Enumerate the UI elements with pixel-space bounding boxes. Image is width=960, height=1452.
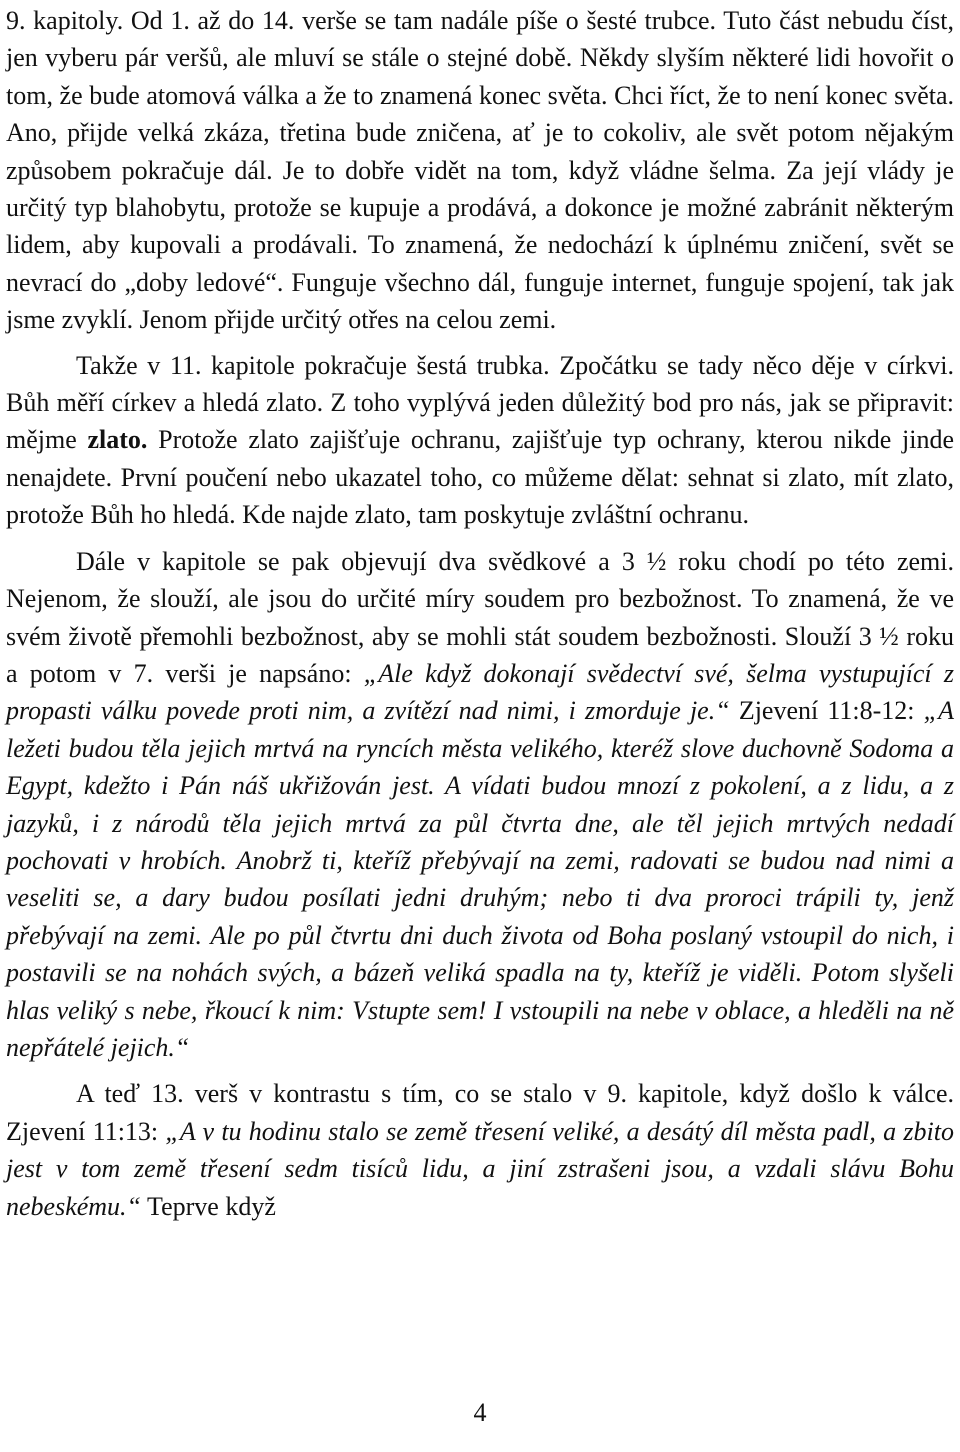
paragraph-3-text-a: Dále v kapitole se pak objevují dva svědkové a 3 ½ roku chodí po této zemi. Nejenom, že slouží, ale jsou do určité míry soudem pro bezbožnost. To znamená, že ve svém životě přemohli bezbožnost, aby se mohli stát soudem bezbožnosti. Slouží 3 ½ roku a potom v 7. verši je napsáno: xyxy=(6,546,954,688)
paragraph-2-text-b: Protože zlato zajišťuje ochranu, zajišťuje typ ochrany, kterou nikde jinde nenajdete. První poučení nebo ukazatel toho, co můžeme dělat: sehnat si zlato, mít zlato, protože Bůh ho hledá. Kde najde zlato, tam poskytuje zvláštní ochranu. xyxy=(6,425,954,530)
paragraph-2-text-a: Takže v 11. kapitole pokračuje šestá trubka. Zpočátku se tady něco děje v církvi. Bůh měří církev a hledá zlato. Z toho vyplývá jeden důležitý bod pro nás, jak se připravit: mějme xyxy=(6,350,954,455)
paragraph-4-text-b: Teprve když xyxy=(141,1191,276,1221)
paragraph-4-text-a: A teď 13. verš v kontrastu s tím, co se stalo v 9. kapitole, když došlo k válce. Zjevení 11:13: xyxy=(6,1079,954,1146)
document-page xyxy=(6,2,954,1225)
paragraph-1-text: 9. kapitoly. Od 1. až do 14. verše se tam nadále píše o šesté trubce. Tuto část nebudu číst, jen vyberu pár veršů, ale mluví se stále o stejné době. Někdy slyším některé lidi hovořit o tom, že bude atomová válka a že to znamená konec světa. Chci říct, že to není konec světa. Ano, přijde velká zkáza, třetina bude zničena, ať je to cokoliv, ale svět potom nějakým způsobem pokračuje dál. Je to dobře vidět na tom, když vládne šelma. Za její vlády je určitý typ blahobytu, protože se kupuje a prodává, a dokonce je možné zabránit některým lidem, aby kupovali a prodávali. To znamená, že nedochází k úplnému zničení, svět se nevrací do „doby ledové“. Funguje všechno dál, funguje internet, funguje spojení, tak jak jsme zvyklí. Jenom přijde určitý otřes na celou zemi. xyxy=(6,6,954,335)
paragraph-4 xyxy=(6,1075,954,1225)
paragraph-3-reference: Zjevení 11:8-12: xyxy=(729,696,924,726)
page-number: 4 xyxy=(473,1398,487,1427)
paragraph-3-quote-1: „Ale když dokonají svědectví své, šelma vystupující z propasti válku povede proti nim, a zvítězí nad nimi, i zmorduje je.“ xyxy=(6,658,955,726)
paragraph-3-quote-2: „A ležeti budou těla jejich mrtvá na ryncích města velikého, kteréž slove duchovně Sodoma a Egypt, kdežto i Pán náš ukřižován jest. A vídati budou mnozí z pokolení, a z lidu, a z jazyků, i z národů těla jejich mrtvá za půl čtvrta dne, ale těl jejich mrtvých nedadí pochovati v hrobích. Anobrž ti, kteříž přebývají na zemi, radovati se budou nad nimi a veseliti se, a dary budou posílati jedni druhým; nebo ti dva proroci trápili ty, jenž přebývají na zemi. Ale po půl čtvrtu dni duch života od Boha poslaný vstoupil do nich, i postavili se na nohách svých, a bázeň veliká spadla na ty, kteříž je viděli. Potom slyšeli hlas veliký s nebe, řkoucí k nim: Vstupte sem! I vstoupili na nebe v oblace, a hleděli na ně nepřátelé jejich.“ xyxy=(6,696,954,1062)
paragraph-3 xyxy=(6,543,954,1067)
paragraph-2-bold-word: zlato. xyxy=(87,425,148,455)
paragraph-2 xyxy=(6,347,954,534)
paragraph-4-quote: „A v tu hodinu stalo se země třesení veliké, a desátý díl města padl, a zbito jest v tom země třesení sedm tisíců lidu, a jiní zstrašeni jsou, a vzdali slávu Bohu nebeskému.“ xyxy=(6,1116,954,1221)
paragraph-1 xyxy=(6,2,954,339)
